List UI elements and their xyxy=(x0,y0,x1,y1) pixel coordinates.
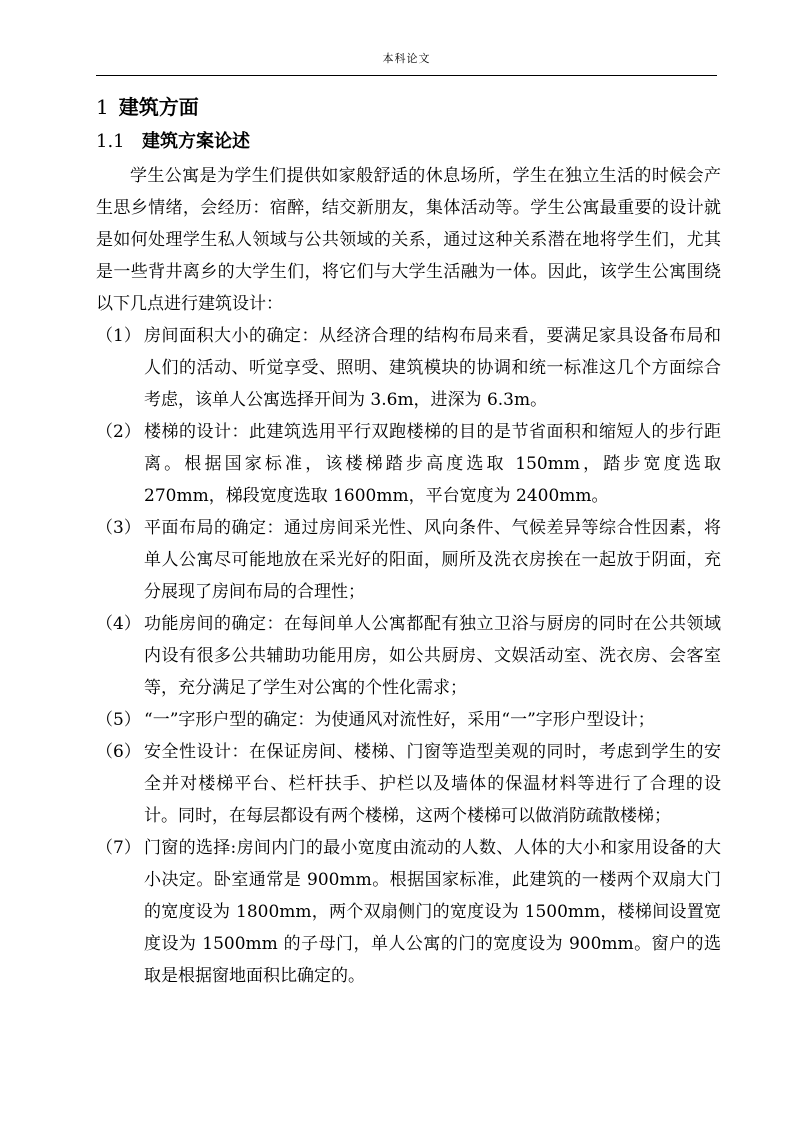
page-header xyxy=(96,50,717,66)
list-item xyxy=(96,832,721,992)
list-item xyxy=(96,736,721,832)
list-item-text: 门窗的选择:房间内门的最小宽度由流动的人数、人体的大小和家用设备的大小决定。卧室通常是 900mm。根据国家标准，此建筑的一楼两个双扇大门的宽度设为 1800mm，两个双扇侧门的宽度设为 1500mm，楼梯间设置宽度设为 1500mm 的子母门，单人公寓的门的宽度设为 900mm。窗户的选取是根据窗地面积比确定的。 xyxy=(144,838,721,986)
list-item-text: 功能房间的确定：在每间单人公寓都配有独立卫浴与厨房的同时在公共领域内设有很多公共辅助功能用房，如公共厨房、文娱活动室、洗衣房、会客室等，充分满足了学生对公寓的个性化需求； xyxy=(144,614,721,698)
list-item-marker: （3） xyxy=(96,518,141,538)
list-item-text: 安全性设计：在保证房间、楼梯、门窗等造型美观的同时，考虑到学生的安全并对楼梯平台、栏杆扶手、护栏以及墙体的保温材料等进行了合理的设计。同时，在每层都设有两个楼梯，这两个楼梯可以做消防疏散楼梯； xyxy=(144,742,721,826)
list-item-marker: （6） xyxy=(96,742,141,762)
header-divider xyxy=(96,75,717,76)
list-item xyxy=(96,320,721,416)
list-item-text: 平面布局的确定：通过房间采光性、风向条件、气候差异等综合性因素，将单人公寓尽可能地放在采光好的阳面，厕所及洗衣房挨在一起放于阴面，充分展现了房间布局的合理性； xyxy=(144,518,721,602)
list-item-marker: （1） xyxy=(96,326,141,346)
list-item-marker: （5） xyxy=(96,710,141,730)
list-item xyxy=(96,416,721,512)
list-item xyxy=(96,704,721,736)
list-item-text: “一”字形户型的确定：为使通风对流性好，采用“一”字形户型设计； xyxy=(144,710,655,730)
list-item xyxy=(96,512,721,608)
intro-paragraph: 学生公寓是为学生们提供如家般舒适的休息场所，学生在独立生活的时候会产生思乡情绪，会经历：宿醉，结交新朋友，集体活动等。学生公寓最重要的设计就是如何处理学生私人领域与公共领域的关系，通过这种关系潜在地将学生们，尤其是一些背井离乡的大学生们，将它们与大学生活融为一体。因此，该学生公寓围绕以下几点进行建筑设计： xyxy=(96,166,721,314)
list-item-marker: （7） xyxy=(96,838,141,858)
header-title: 本科论文 xyxy=(382,52,431,65)
section-title: 建筑方案论述 xyxy=(142,131,250,152)
list-item-text: 楼梯的设计：此建筑选用平行双跑楼梯的目的是节省面积和缩短人的步行距离。根据国家标准，该楼梯踏步高度选取 150mm，踏步宽度选取 270mm，梯段宽度选取 1600mm，平台宽度为 2400mm。 xyxy=(144,422,721,506)
section-heading xyxy=(96,127,250,157)
list-item-marker: （4） xyxy=(96,614,141,634)
chapter-title: 建筑方面 xyxy=(118,95,199,119)
section-number: 1.1 xyxy=(96,131,125,152)
list-item-text: 房间面积大小的确定：从经济合理的结构布局来看，要满足家具设备布局和人们的活动、听觉享受、照明、建筑模块的协调和统一标准这几个方面综合考虑，该单人公寓选择开间为 3.6m，进深为 6.3m。 xyxy=(144,326,721,410)
list-item xyxy=(96,608,721,704)
chapter-heading xyxy=(96,92,199,122)
list-item-marker: （2） xyxy=(96,422,141,442)
body-text xyxy=(96,160,721,992)
chapter-number: 1 xyxy=(96,95,109,119)
